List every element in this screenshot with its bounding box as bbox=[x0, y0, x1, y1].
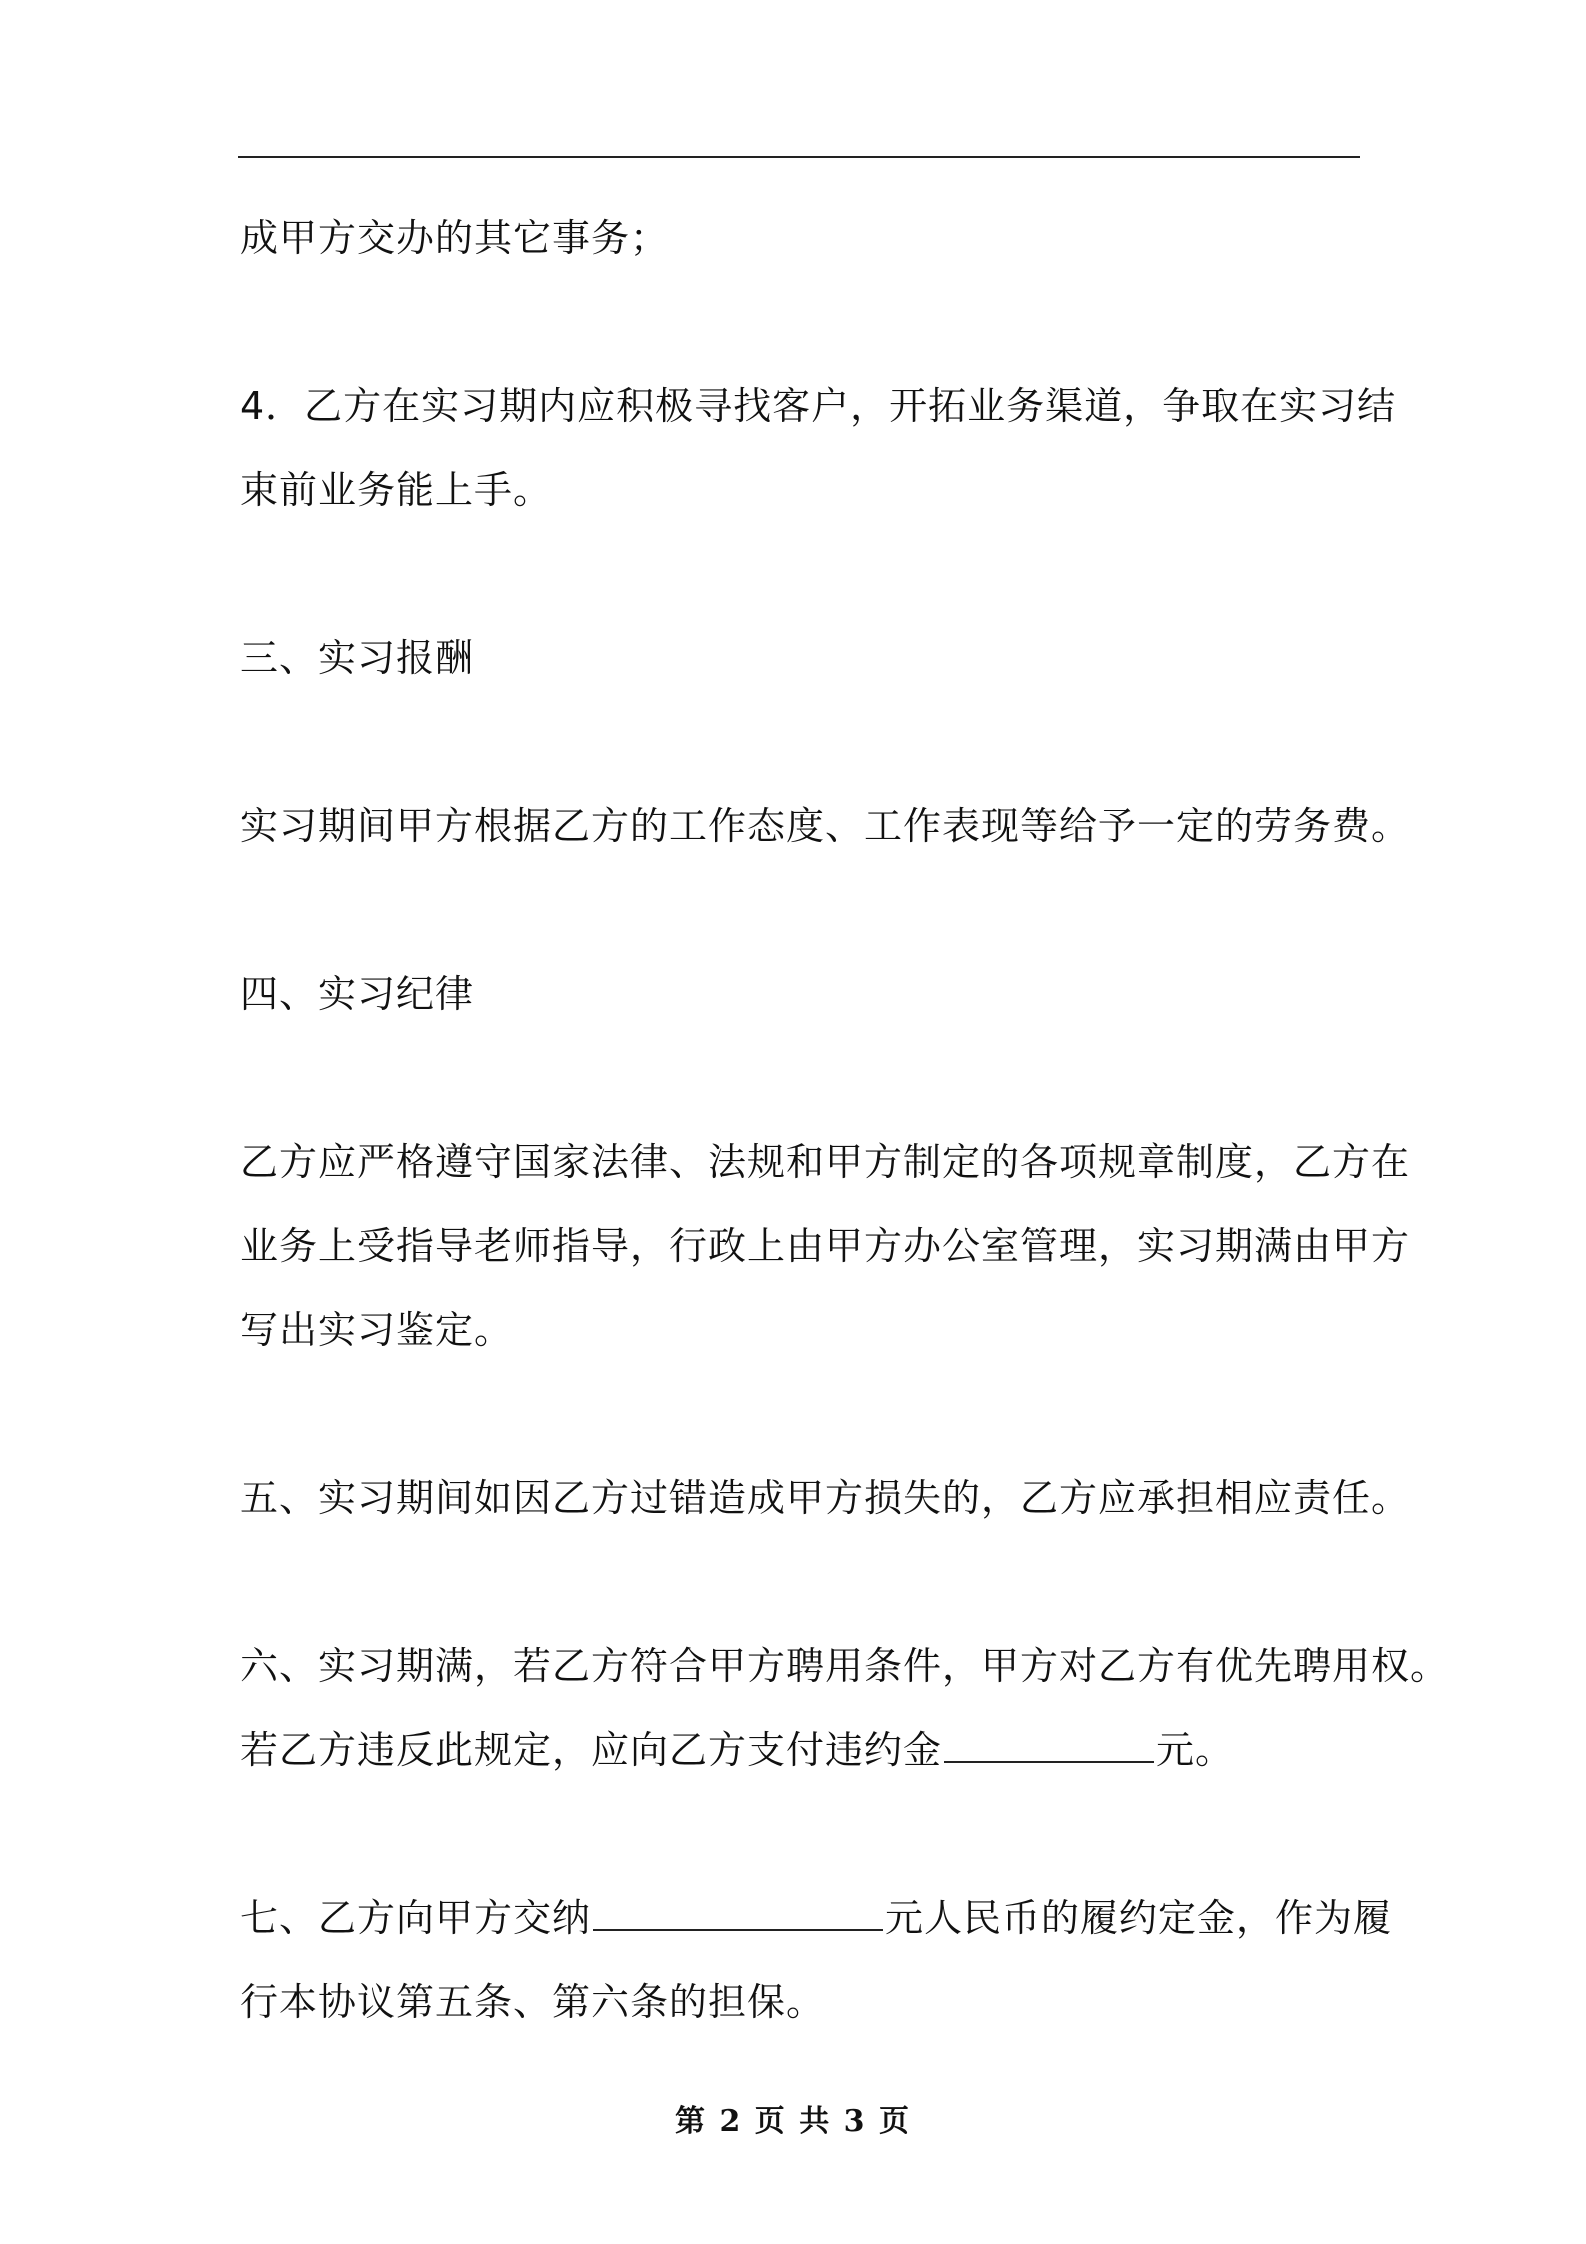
paragraph-line: 成甲方交办的其它事务； bbox=[240, 216, 670, 260]
page-number-footer: 第 2 页 共 3 页 bbox=[675, 2104, 911, 2139]
header-rule bbox=[238, 156, 1360, 158]
paragraph-text: 元人民币的履约定金，作为履 bbox=[885, 1896, 1393, 1940]
paragraph-text: 元。 bbox=[1156, 1728, 1235, 1772]
paragraph-line: 4．乙方在实习期内应积极寻找客户，开拓业务渠道，争取在实习结 bbox=[240, 384, 1397, 428]
deposit-amount-blank bbox=[593, 1899, 883, 1931]
paragraph-text: 七、乙方向甲方交纳 bbox=[240, 1896, 592, 1940]
paragraph-line: 行本协议第五条、第六条的担保。 bbox=[240, 1980, 826, 2024]
section-heading: 三、实习报酬 bbox=[240, 636, 475, 680]
paragraph-line bbox=[240, 1708, 1360, 1792]
paragraph-line: 五、实习期间如因乙方过错造成甲方损失的，乙方应承担相应责任。 bbox=[240, 1476, 1411, 1520]
paragraph-line: 实习期间甲方根据乙方的工作态度、工作表现等给予一定的劳务费。 bbox=[240, 804, 1411, 848]
penalty-amount-blank bbox=[944, 1731, 1154, 1763]
document-body bbox=[240, 196, 1450, 2044]
paragraph-line bbox=[240, 1876, 1393, 1960]
paragraph-line: 乙方应严格遵守国家法律、法规和甲方制定的各项规章制度，乙方在 bbox=[240, 1140, 1411, 1184]
section-heading: 四、实习纪律 bbox=[240, 972, 475, 1016]
paragraph-line: 业务上受指导老师指导，行政上由甲方办公室管理，实习期满由甲方 bbox=[240, 1224, 1411, 1268]
paragraph-line: 束前业务能上手。 bbox=[240, 468, 553, 512]
paragraph-line: 写出实习鉴定。 bbox=[240, 1308, 514, 1352]
paragraph-text: 若乙方违反此规定，应向乙方支付违约金 bbox=[240, 1728, 943, 1772]
paragraph-line: 六、实习期满，若乙方符合甲方聘用条件，甲方对乙方有优先聘用权。 bbox=[240, 1644, 1450, 1688]
